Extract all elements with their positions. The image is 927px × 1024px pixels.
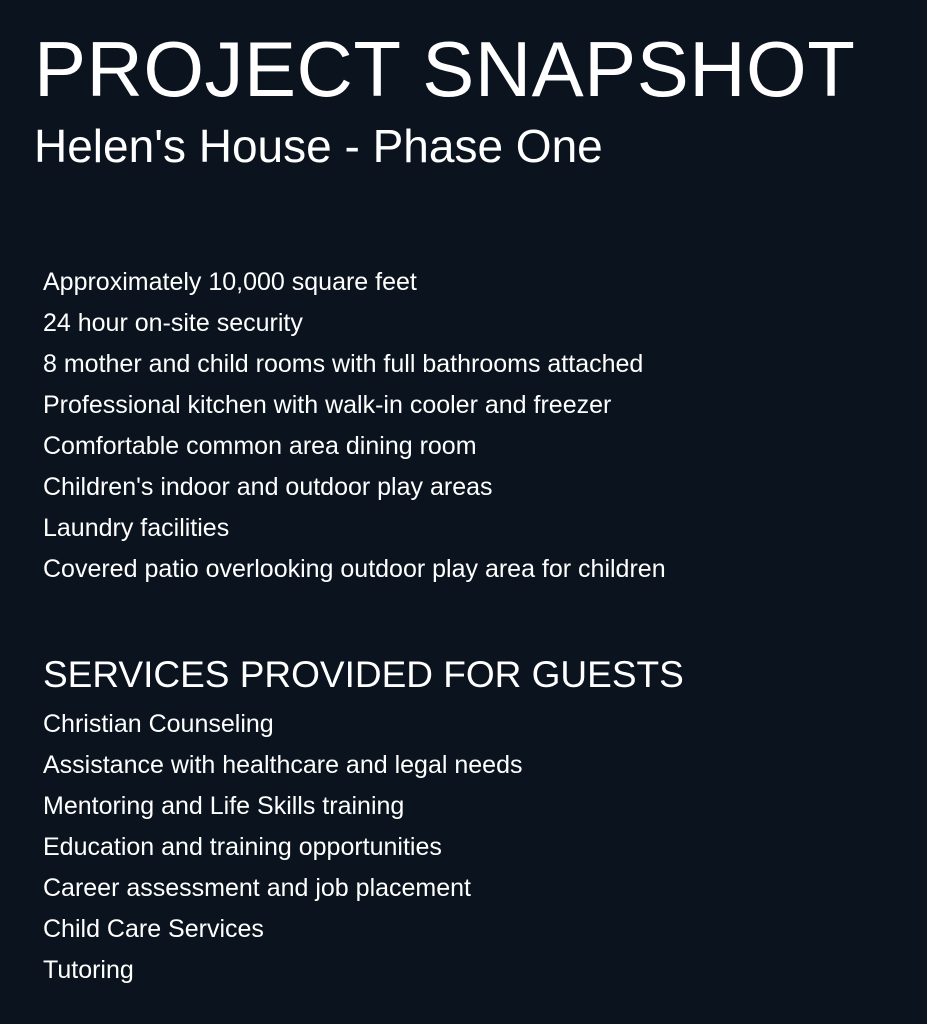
- feature-item: Approximately 10,000 square feet: [43, 268, 417, 296]
- feature-item: Professional kitchen with walk-in cooler and freezer: [43, 391, 612, 419]
- feature-item: 8 mother and child rooms with full bathrooms attached: [43, 350, 644, 378]
- feature-item: Comfortable common area dining room: [43, 432, 477, 460]
- feature-item: Laundry facilities: [43, 514, 230, 542]
- service-item: Child Care Services: [43, 915, 264, 943]
- feature-item: Children's indoor and outdoor play areas: [43, 473, 493, 501]
- service-item: Mentoring and Life Skills training: [43, 792, 405, 820]
- page-title: PROJECT SNAPSHOT: [34, 25, 856, 113]
- service-item: Christian Counseling: [43, 710, 274, 738]
- features-list: [43, 262, 666, 590]
- services-heading: SERVICES PROVIDED FOR GUESTS: [43, 654, 684, 695]
- service-item: Tutoring: [43, 956, 134, 984]
- service-item: Career assessment and job placement: [43, 874, 472, 902]
- feature-item: Covered patio overlooking outdoor play area for children: [43, 555, 666, 583]
- page-subtitle: Helen's House - Phase One: [34, 120, 603, 172]
- feature-item: 24 hour on-site security: [43, 309, 303, 337]
- service-item: Assistance with healthcare and legal needs: [43, 751, 523, 779]
- service-item: Education and training opportunities: [43, 833, 442, 861]
- services-list: [43, 704, 522, 991]
